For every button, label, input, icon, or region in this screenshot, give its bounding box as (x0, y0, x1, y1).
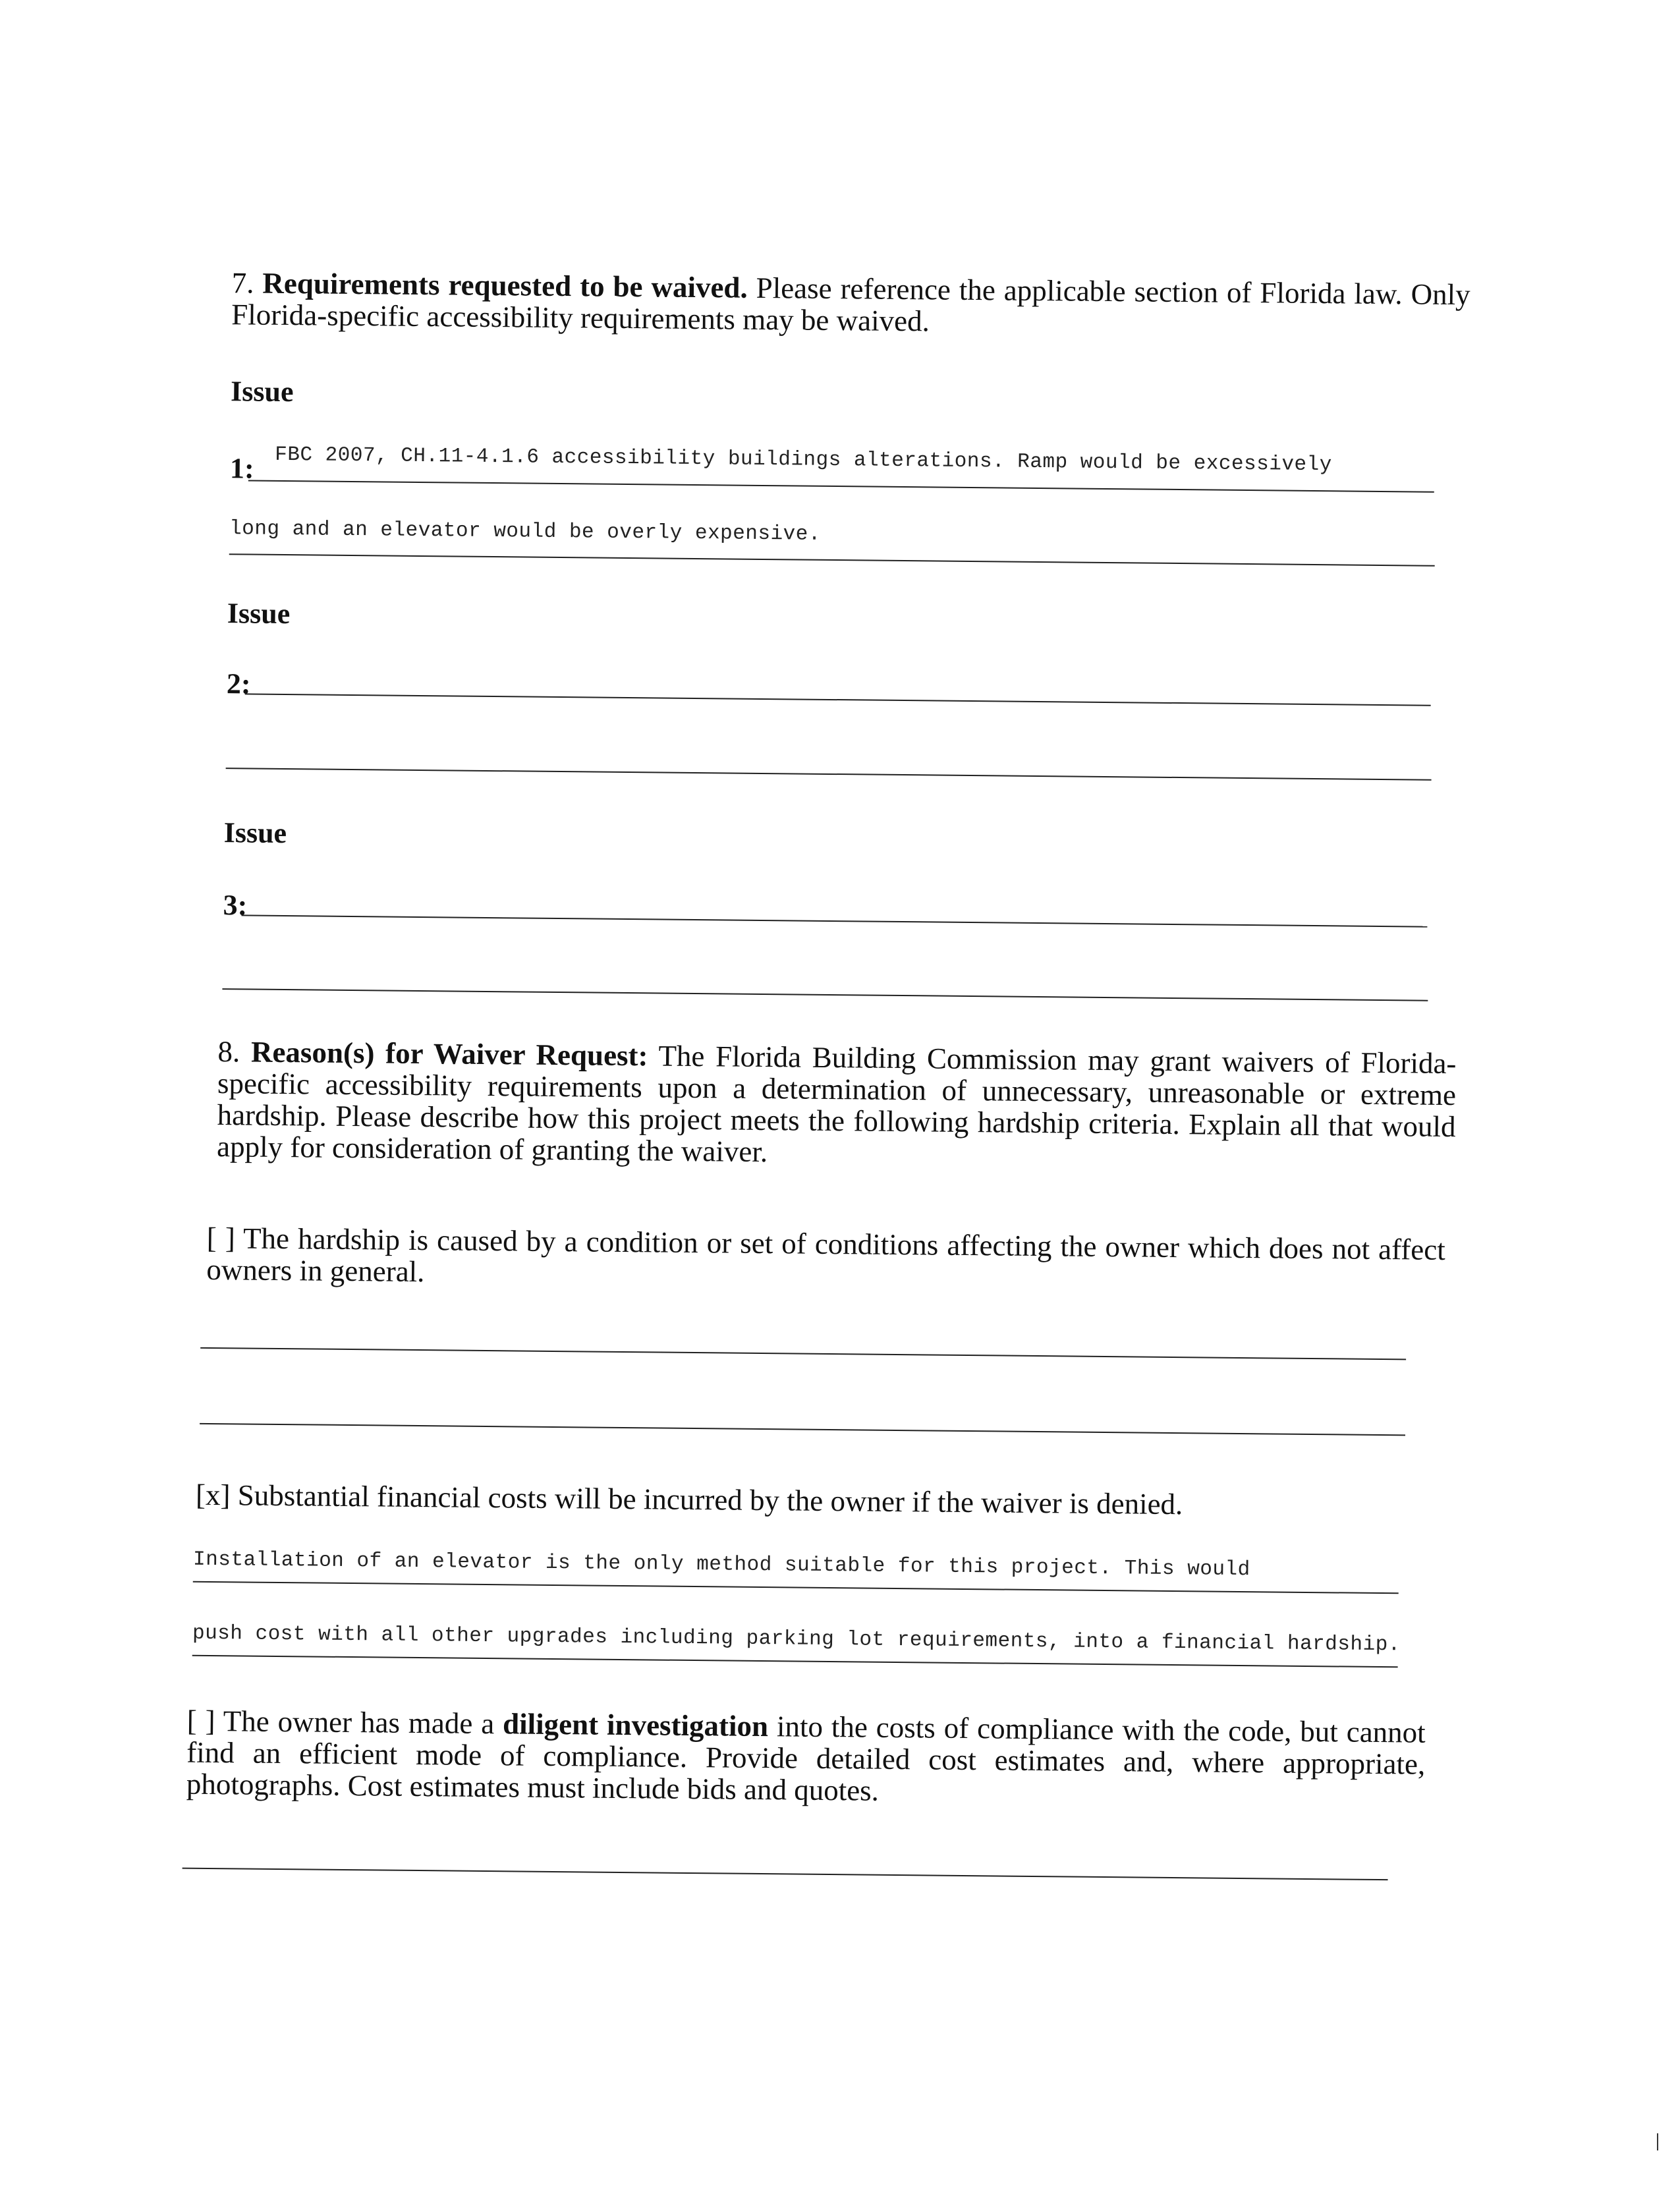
criterion-3-text-bold: diligent investigation (502, 1707, 769, 1743)
issue-1-underline-1 (248, 480, 1434, 492)
section-8-text: The Florida Building Commission may grant waivers of Florida-specific accessibility requirements upon a determination of unnecessary, unreasonable or extreme hardship. Please describe how this project meets the following hardship criteria. Explain all that would apply for consideration of granting the waiver. (216, 1039, 1457, 1169)
section-8-heading: Reason(s) for Waiver Request: (250, 1035, 648, 1073)
issue-2-number: 2: (226, 667, 251, 700)
criterion-3-text-before: The owner has made a (223, 1704, 495, 1741)
criterion-3-text-after: into the costs of compliance with the code, but cannot find an efficient mode of compliance. Provide detailed cost estimates and, where appropriate, photographs. Cost estimates must include bids and quotes. (186, 1710, 1426, 1807)
issue-2-line-2[interactable] (226, 768, 1432, 781)
criterion-2-line-1[interactable]: Installation of an elevator is the only method suitable for this project. This would (192, 1548, 1250, 1582)
issue-1-line-2[interactable]: long and an elevator would be overly expensive. (229, 517, 822, 546)
issue-3-number: 3: (223, 889, 248, 922)
criterion-1-line-1[interactable] (200, 1347, 1406, 1360)
criterion-2-underline-1 (193, 1581, 1399, 1594)
section-7-number: 7. (231, 266, 254, 300)
criterion-1-text: The hardship is caused by a condition or set of conditions affecting the owner which does not affect owners in general. (206, 1221, 1445, 1289)
criterion-3-line-1[interactable] (182, 1868, 1388, 1881)
criterion-2-text: Substantial financial costs will be incurred by the owner if the waiver is denied. (237, 1478, 1183, 1521)
criterion-3 (186, 1705, 1426, 1812)
issue-1-label: Issue (230, 375, 294, 408)
criterion-3-checkbox[interactable]: [ ] (186, 1704, 215, 1738)
issue-2-line-1[interactable] (245, 693, 1431, 706)
issue-3-line-1[interactable] (241, 914, 1427, 927)
issue-1-underline-2 (229, 553, 1435, 567)
issue-3-line-2[interactable] (222, 988, 1428, 1001)
issue-2-label: Issue (227, 597, 291, 631)
issue-3-label: Issue (223, 816, 287, 850)
criterion-1-line-2[interactable] (200, 1423, 1405, 1436)
criterion-1 (206, 1222, 1445, 1297)
issue-1-number: 1: (229, 452, 254, 485)
section-7-text: Please reference the applicable section of Florida law. Only Florida-specific accessibility requirements may be waived. (231, 271, 1470, 338)
section-7-instructions (231, 267, 1470, 342)
criterion-1-checkbox[interactable]: [ ] (206, 1221, 236, 1255)
criterion-2-line-2[interactable]: push cost with all other upgrades including parking lot requirements, into a financial hardship. (192, 1621, 1401, 1657)
criterion-2-underline-2 (192, 1655, 1398, 1668)
scan-artifact-mark (1657, 2133, 1658, 2150)
section-8-instructions (217, 1036, 1457, 1174)
section-7-heading: Requirements requested to be waived. (262, 266, 748, 304)
criterion-2 (196, 1479, 1434, 1523)
criterion-2-checkbox[interactable]: [x] (195, 1478, 231, 1512)
section-8-number: 8. (217, 1035, 240, 1069)
issue-1-line-1[interactable]: FBC 2007, CH.11-4.1.6 accessibility buildings alterations. Ramp would be excessively (275, 443, 1332, 477)
